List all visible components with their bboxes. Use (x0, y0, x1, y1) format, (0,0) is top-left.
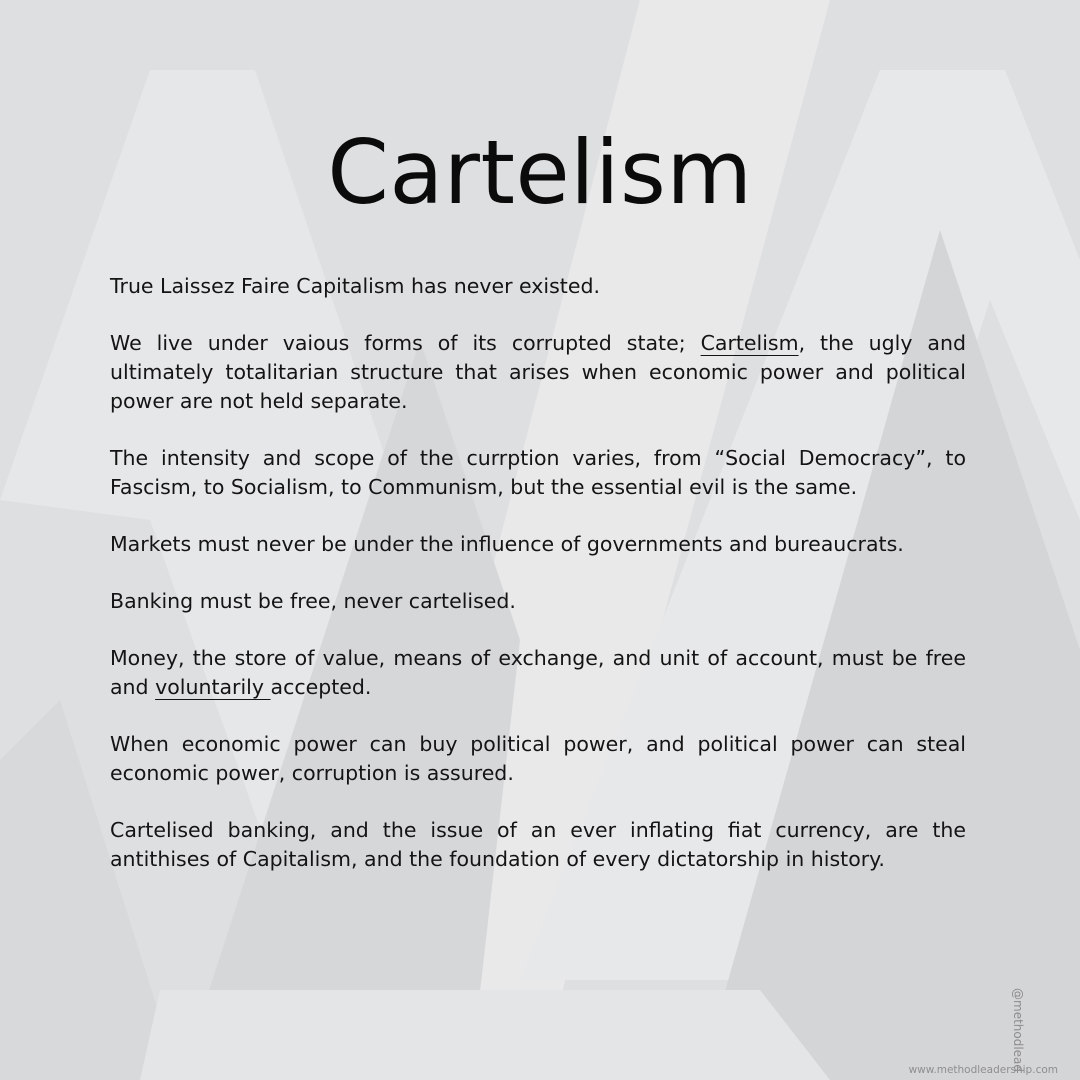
paragraph-5: Banking must be free, never cartelised. (110, 589, 516, 613)
paragraph-6-text-after: accepted. (270, 675, 372, 699)
voluntarily-underlined-term: voluntarily (155, 675, 271, 699)
website-url: www.methodleadership.com (908, 1064, 1058, 1076)
paragraph-2-text-before: We live under vaious forms of its corrupted state; (110, 331, 701, 355)
paragraph-8: Cartelised banking, and the issue of an ever inflating fiat currency, are the antithises of Capitalism, and the foundation of every dictatorship in history. (110, 818, 966, 871)
paragraph-6-text-before: Money, the store of value, means of exchange, and unit of account, must be free and (110, 646, 966, 699)
paragraph-7: When economic power can buy political power, and political power can steal economic power, corruption is assured. (110, 732, 966, 785)
page-title: Cartelism (327, 121, 753, 224)
paragraph-3: The intensity and scope of the currption varies, from “Social Democracy”, to Fascism, to Socialism, to Communism, but the essential evil is the same. (110, 446, 966, 499)
paragraph-1: True Laissez Faire Capitalism has never existed. (110, 274, 600, 298)
paragraph-2 (110, 329, 966, 416)
paragraph-6 (110, 644, 966, 702)
cartelism-underlined-term: Cartelism (700, 331, 799, 355)
article-body (110, 272, 966, 902)
paragraph-2-text-after: , the ugly and ultimately totalitarian structure that arises when economic power and political power are not held separate. (110, 331, 966, 413)
social-handle: @methodlead (1011, 988, 1025, 1073)
paragraph-4: Markets must never be under the influence of governments and bureaucrats. (110, 532, 904, 556)
